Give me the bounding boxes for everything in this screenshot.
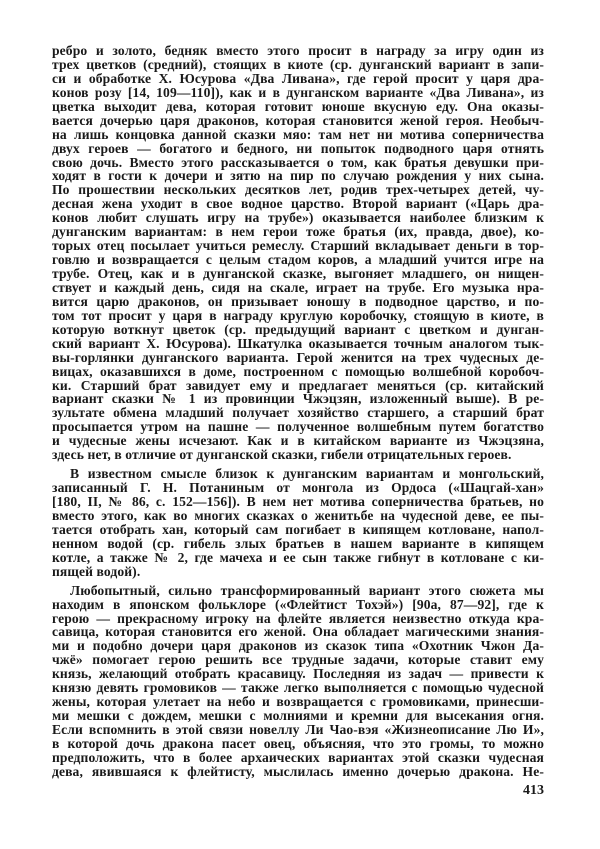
- text-line: князю девять громовиков — также легко выполняется с помощью чудесной: [52, 680, 544, 696]
- text-line: на лишь концовка данной сказки мяо: там нет ни мотива соперничества: [52, 126, 544, 142]
- text-line: чжё» помогает герою решить все трудные задачи, которые ставит ему: [52, 652, 544, 668]
- text-line: трубе. Отец, как и в дунганской сказке, выгоняет младшего, он нищен-: [52, 266, 544, 281]
- text-line: ми и подобно дочери царя драконов из сказок типа «Охотник Чжон Да-: [52, 638, 544, 654]
- text-line: и чудесные жены исчезают. Как и в китайском варианте из Чжэцзяна,: [52, 433, 544, 449]
- text-line: В известном смысле близок к дунганским вариантам и монгольский,: [70, 466, 544, 482]
- text-line: жены, которая улетает на небо и возвращается с громовиками, принесши-: [52, 694, 544, 710]
- paragraph: [52, 584, 544, 779]
- text-line: говлю и возвращается с целым стадом коров, а младший учится игре на: [52, 252, 544, 268]
- text-line: котле, а также № 2, где мачеха и ее сын также гибнут в котловане с ки-: [52, 549, 544, 565]
- text-line: которую воткнут цветок (ср. предыдущий вариант с цветком и дунган-: [52, 321, 544, 337]
- text-line: том тот просит у царя в награду круглую коробочку, стоящую в киоте, в: [52, 307, 544, 323]
- text-line: [180, II, № 86, с. 152—156]). В нем нет мотива соперничества братьев, но: [52, 494, 544, 509]
- text-line: князь, желающий отобрать красавицу. Последняя из задач — привести к: [52, 666, 544, 682]
- text-line: тается отобрать хан, который сам погибает в кипящем котловане, напол-: [52, 521, 544, 537]
- text-line: си и обработке Х. Юсурова «Два Ливана», где герой просит у царя дра-: [52, 70, 544, 86]
- text-line: савица, которая становится его женой. Она обладает магическими знания-: [52, 624, 544, 640]
- text-line: ствует и каждый день, сидя на скале, играет на трубе. Его музыка нра-: [52, 279, 544, 295]
- text-line: двух героев — богатого и бедного, ни попыток подводного царя отнять: [52, 140, 544, 156]
- text-line: Если вспомнить в этой связи новеллу Ли Чао-вэя «Жизнеописание Лю И»,: [52, 722, 544, 737]
- text-line: конов любит слушать игру на трубе») оказывается наиболее близким к: [52, 210, 544, 226]
- text-line: По прошествии нескольких десятков лет, родив трех-четырех детей, чу-: [52, 182, 544, 198]
- page-number: 413: [523, 783, 544, 798]
- paragraph: [52, 44, 544, 462]
- text-line: ский вариант Х. Юсурова). Шкатулка оказывается точным аналогом тык-: [52, 335, 544, 351]
- text-line: пящей водой).: [52, 563, 141, 579]
- text-line: вариант сказки № 1 из провинции Чжэцзян, изложенный выше). В ре-: [52, 391, 544, 407]
- text-line: вится царю драконов, он призывает юношу в подводное царство, и по-: [52, 293, 544, 309]
- text-line: дунганским вариантам: в нем герои тоже братья (их, правда, двое), ко-: [52, 224, 544, 240]
- text-line: вается дочерью царя драконов, которая становится женой героя. Необыч-: [52, 112, 544, 128]
- page-body: [52, 44, 544, 784]
- text-line: зультате обмена младший получает хозяйство старшего, а старший брат: [52, 405, 544, 421]
- text-line: в которой дочь дракона пасет овец, объясняя, что это громы, то можно: [52, 735, 544, 751]
- text-line: торых отец посылает учиться ремеслу. Старший вкладывает деньги в тор-: [52, 238, 544, 254]
- text-line: конов розу [14, 109—110]), как и в дунганском варианте «Два Ливана», из: [52, 84, 544, 100]
- text-line: герою — прекрасному игроку на флейте является неизвестно откуда кра-: [52, 610, 544, 626]
- text-line: десная жена уходит в свое водное царство. Второй вариант («Царь дра-: [52, 196, 544, 212]
- text-line: ми мешки с дождем, мешки с молниями и кремни для высекания огня.: [52, 708, 544, 724]
- text-line: дева, явившаяся к флейтисту, мыслилась именно дочерью дракона. Не-: [52, 763, 544, 779]
- text-line: свою дочь. Вместо этого рассказывается о том, как братья девушки при-: [52, 154, 544, 170]
- text-line: ребро и золото, бедняк вместо этого просит в награду за игру один из: [52, 43, 544, 58]
- text-line: трех цветков (средний), стоящих в киоте (ср. дунганский вариант в запи-: [52, 56, 544, 72]
- text-line: вместо этого, как во многих сказках о женитьбе на чудесной деве, ее пы-: [52, 507, 544, 523]
- paragraph: [52, 467, 544, 579]
- text-line: вы-горлянки дунганского варианта. Герой женится на трех чудесных де-: [52, 349, 544, 365]
- text-line: предположить, что в более архаических вариантах этой сказки чудесная: [52, 749, 544, 765]
- text-line: цветка выходит дева, которая готовит юноше вкусную еду. Она оказы-: [52, 98, 544, 114]
- text-line: здесь нет, в отличие от дунганской сказки, гибели отрицательных героев.: [52, 447, 512, 463]
- text-line: ки. Старший брат завидует ему и предлагает меняться (ср. китайский: [52, 377, 544, 393]
- text-line: ненном водой (ср. гибель злых братьев в нашем варианте в кипящем: [52, 535, 544, 551]
- text-line: просыпается утром на пашне — полученное волшебным путем богатство: [52, 419, 544, 435]
- text-line: ходят в гости к дочери и зятю на пир по случаю рождения у них сына.: [52, 168, 544, 184]
- text-line: вицах, оказавшихся в доме, построенном с помощью волшебной коробоч-: [52, 363, 544, 379]
- text-line: находим в японском фольклоре («Флейтист Тохэй») [90а, 87—92], где к: [52, 596, 544, 612]
- text-line: Любопытный, сильно трансформированный вариант этого сюжета мы: [70, 582, 544, 598]
- text-line: записанный Г. Н. Потаниным от монгола из Ордоса («Шацгай-хан»: [52, 480, 544, 496]
